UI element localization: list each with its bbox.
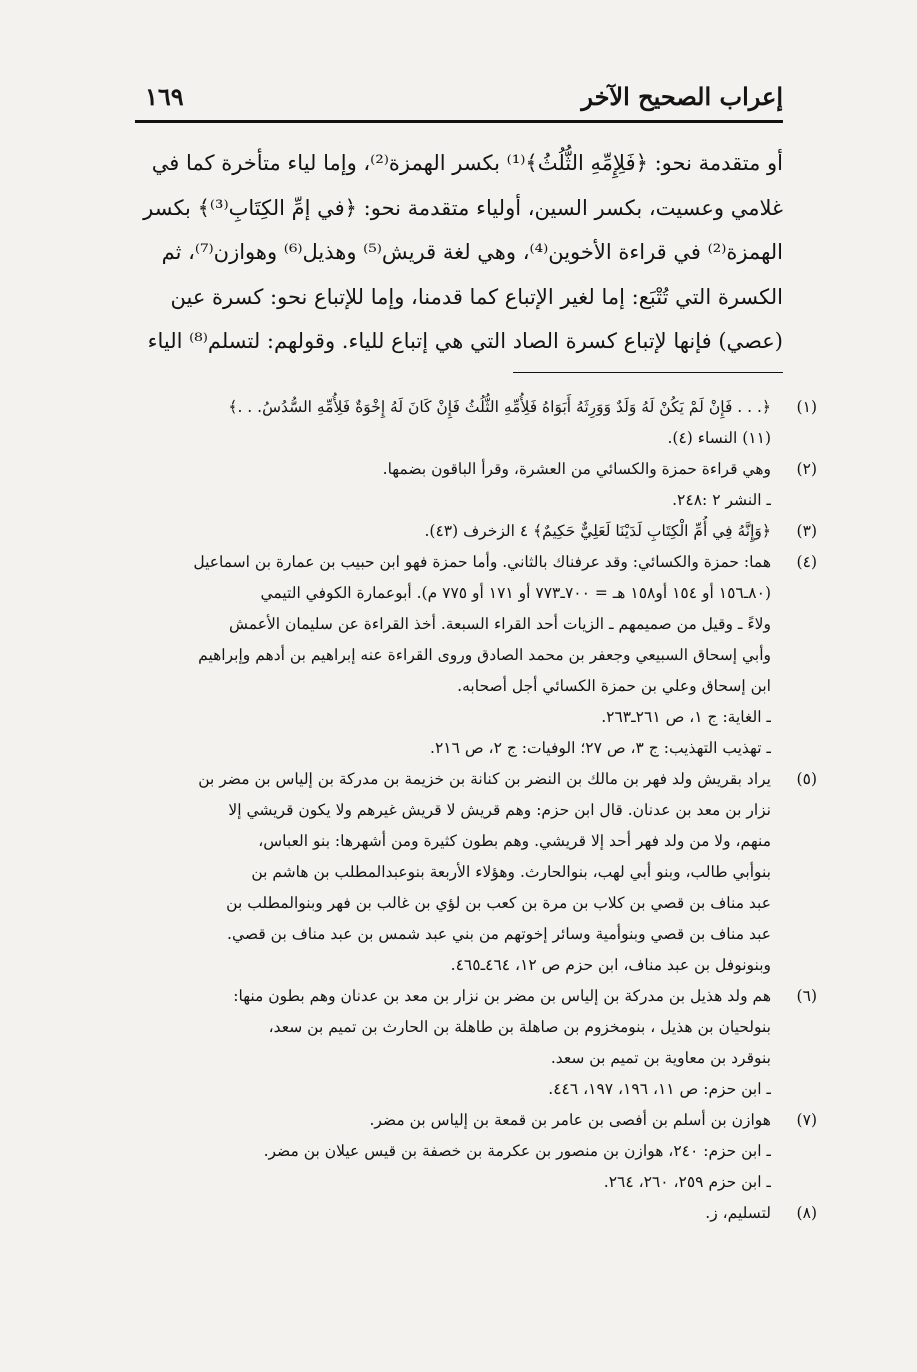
footnote-number: (٧) [796, 1111, 817, 1129]
footnote-line: وأبي إسحاق السبيعي وجعفر بن محمد الصادق وروى القراءة عنه إبراهيم بن أدهم وإبراهيم [198, 646, 771, 664]
footnote-line: منهم، ولا من ولد فهر أحد إلا قريشي. وهم بطون كثيرة ومن أشهرها: بنو العباس، [258, 832, 771, 850]
body-line: (عصي) فإنها لإتباع كسرة الصاد التي هي إتباع للياء. وقولهم: لتسلم⁽⁸⁾ الياء [147, 329, 783, 353]
footnote-line: ـ الغاية: ج ١، ص ٢٦١ـ٢٦٣. [601, 708, 771, 726]
footnote-number: (٦) [796, 987, 817, 1005]
footnote-4 [135, 547, 817, 764]
footnote-5 [135, 764, 817, 981]
footnote-line: ـ ابن حزم ٢٥٩، ٢٦٠، ٢٦٤. [603, 1173, 771, 1191]
footnote-2 [135, 454, 817, 516]
footnote-line: ـ تهذيب التهذيب: ج ٣، ص ٢٧؛ الوفيات: ج ٢، ص ٢١٦. [430, 739, 771, 757]
footnotes [135, 392, 817, 1229]
footnote-number: (١) [796, 398, 817, 416]
footnote-line: ـ ابن حزم: ٢٤٠، هوازن بن منصور بن عكرمة بن خصفة بن قيس عيلان بن مضر. [263, 1142, 771, 1160]
body-line: الكسرة التي تُتْبَع: إما لغير الإتباع كما قدمنا، وإما للإتباع نحو: كسرة عين [170, 284, 783, 309]
footnote-line: ابن إسحاق وعلي بن حمزة الكسائي أجل أصحابه. [457, 677, 771, 695]
footnote-line: هوازن بن أسلم بن أفصى بن عامر بن قمعة بن إلياس بن مضر. [369, 1111, 771, 1129]
footnote-separator [513, 372, 783, 373]
main-text [135, 141, 783, 364]
page-number: ١٦٩ [145, 82, 184, 111]
footnote-number: (٨) [796, 1204, 817, 1222]
footnote-line: بنوأبي طالب، وبنو أبي لهب، بنوالحارث. وهؤلاء الأربعة بنوعبدالمطلب بن هاشم بن [251, 863, 771, 881]
body-line: غلامي وعسيت، بكسر السين، أولياء متقدمة نحو: ﴿في إمِّ الكِتَابِ⁽³⁾﴾ بكسر [143, 195, 783, 220]
footnote-line: ﴿وَإِنَّهُ فِي أُمِّ الْكِتَابِ لَدَيْنَا لَعَلِيٌّ حَكِيمٌ﴾ ٤ الزخرف (٤٣). [424, 522, 771, 540]
footnote-line: عبد مناف بن قصي وبنوأمية وسائر إخوتهم من بني عبد شمس بن عبد مناف بن قصي. [227, 925, 771, 943]
running-header [135, 82, 783, 118]
footnote-6 [135, 981, 817, 1105]
footnote-line: يراد بقريش ولد فهر بن مالك بن النضر بن كنانة بن خزيمة بن مدركة بن إلياس بن مضر بن [198, 770, 771, 788]
footnote-line: عبد مناف بن قصي بن كلاب بن مرة بن كعب بن لؤي بن غالب بن فهر وبنوالمطلب بن [226, 894, 771, 912]
footnote-number: (٣) [796, 522, 817, 540]
footnote-line: ﴿. . . فَإِنْ لَمْ يَكُنْ لَهُ وَلَدٌ وَوَرِثَهُ أَبَوَاهُ فَلِأُمِّهِ الثُّلُثُ فَإِنْ كَانَ لَهُ إِخْوَةٌ فَلِأُمِّهِ السُّدُسُ. . .﴾ [228, 398, 771, 416]
footnote-line: (١١) النساء (٤). [667, 429, 771, 447]
footnote-8 [135, 1198, 817, 1229]
footnote-number: (٥) [796, 770, 817, 788]
running-title: إعراب الصحيح الآخر [581, 82, 783, 111]
footnote-line: ـ ابن حزم: ص ١١، ١٩٦، ١٩٧، ٤٤٦. [548, 1080, 771, 1098]
footnote-line: هما: حمزة والكسائي: وقد عرفناك بالثاني. وأما حمزة فهو ابن حبيب بن عمارة بن اسماعيل [193, 553, 771, 571]
header-rule [135, 120, 783, 123]
body-line: الهمزة⁽²⁾ في قراءة الأخوين⁽⁴⁾، وهي لغة قريش⁽⁵⁾ وهذيل⁽⁶⁾ وهوازن⁽⁷⁾، ثم [161, 240, 783, 264]
footnote-line: هم ولد هذيل بن مدركة بن إلياس بن مضر بن نزار بن معد بن عدنان وهم بطون منها: [233, 987, 771, 1005]
footnote-1 [135, 392, 817, 454]
footnote-number: (٤) [796, 553, 817, 571]
footnote-line: ـ النشر ٢ :٢٤٨. [672, 491, 771, 509]
footnote-line: لتسليم، ز. [705, 1204, 771, 1222]
footnote-line: وبنونوفل بن عبد مناف، ابن حزم ص ١٢، ٤٦٤ـ٤٦٥. [450, 956, 771, 974]
footnote-line: نزار بن معد بن عدنان. قال ابن حزم: وهم قريش لا قريش غيرهم ولا يكون قريشي إلا [228, 801, 771, 819]
footnote-line: ولاءً ـ وقيل من صميمهم ـ الزيات أحد القراء السبعة. أخذ القراءة عن سليمان الأعمش [229, 615, 771, 633]
footnote-line: بنوقرد بن معاوية بن تميم بن سعد. [550, 1049, 771, 1067]
footnote-line: وهي قراءة حمزة والكسائي من العشرة، وقرأ الباقون بضمها. [382, 460, 771, 478]
footnote-7 [135, 1105, 817, 1198]
footnote-line: (٨٠ـ١٥٦ أو ١٥٤ أو١٥٨ هـ = ٧٠٠ـ٧٧٣ أو ١٧١ أو ٧٧٥ م). أبوعمارة الكوفي التيمي [260, 584, 771, 602]
footnote-number: (٢) [796, 460, 817, 478]
footnote-3 [135, 516, 817, 547]
footnote-line: بنولحيان بن هذيل ، بنومخزوم بن صاهلة بن طاهلة بن الحارث بن تميم بن سعد، [268, 1018, 771, 1036]
body-line: أو متقدمة نحو: ﴿فَلِإِمِّهِ الثُّلُثُ﴾⁽¹⁾ بكسر الهمزة⁽²⁾، وإما لياء متأخرة كما في [151, 151, 783, 175]
